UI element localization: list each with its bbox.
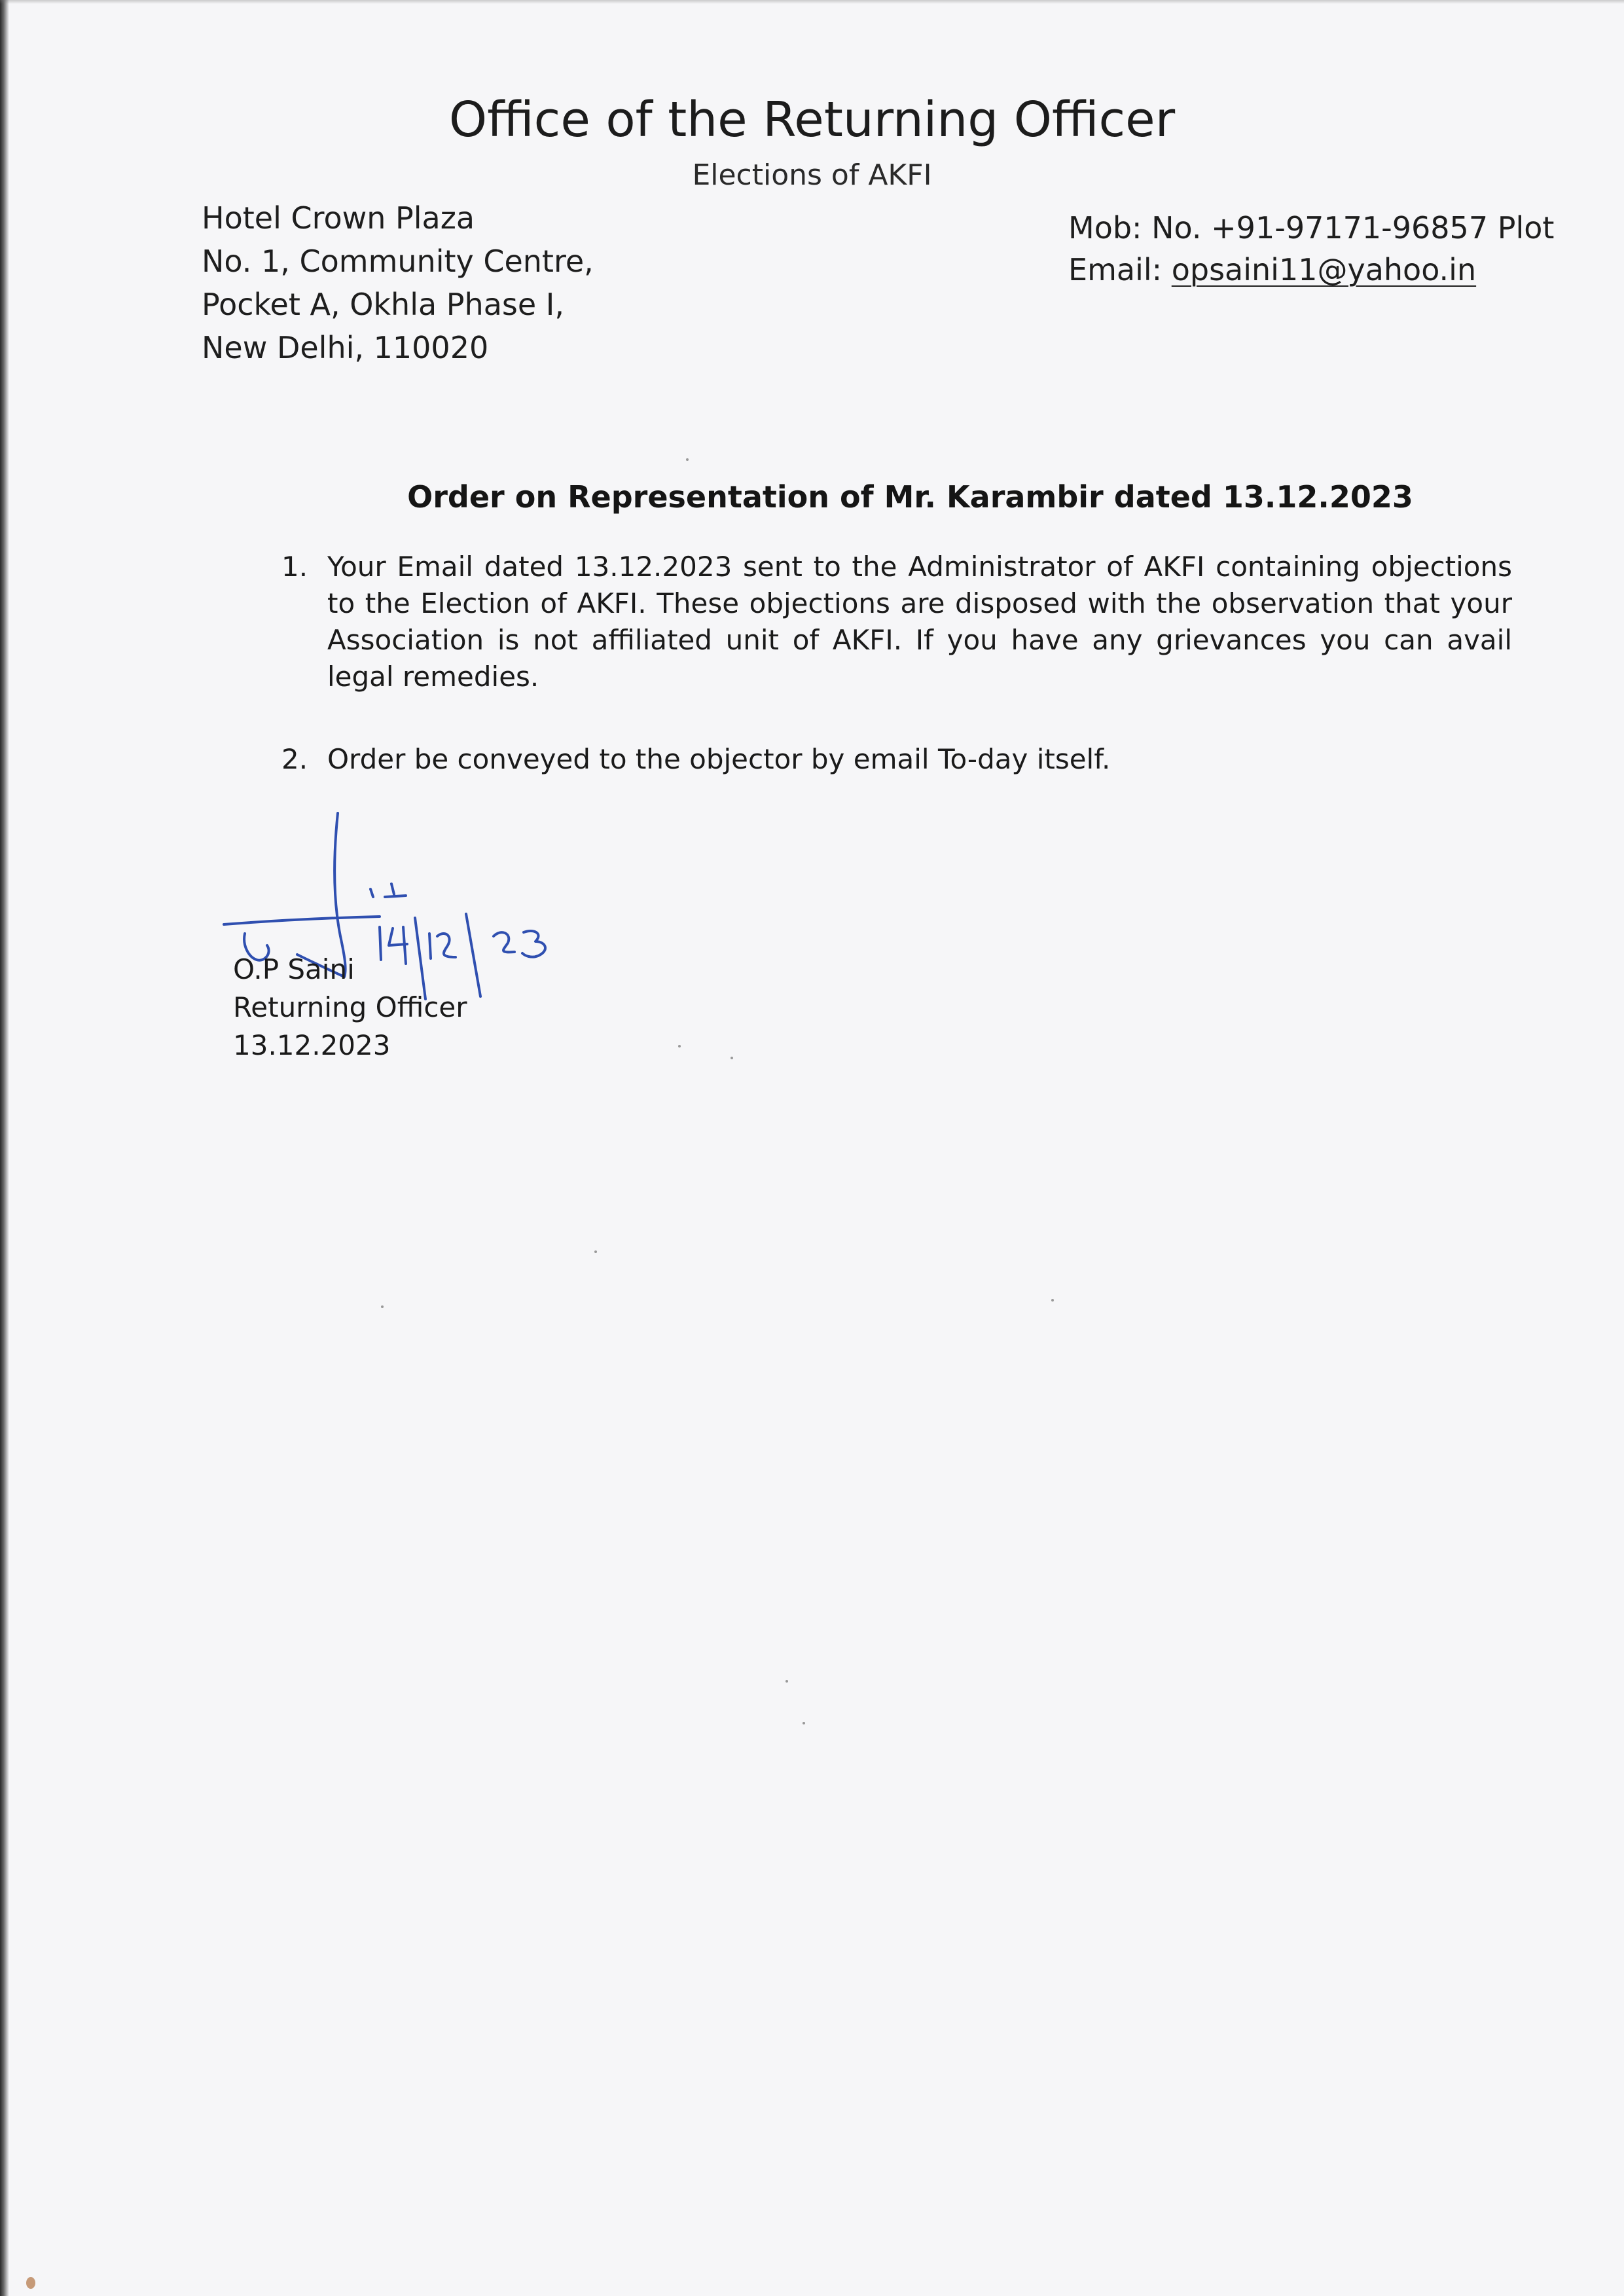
order-list — [281, 549, 1512, 824]
address-line: Pocket A, Okhla Phase I, — [202, 287, 564, 322]
list-item — [281, 741, 1512, 778]
list-item-number: 1. — [281, 551, 308, 583]
order-heading-text: Order on Representation of Mr. Karambir dated 13.12.2023 — [407, 479, 1413, 515]
email-link[interactable]: opsaini11@yahoo.in — [1171, 252, 1477, 287]
scan-speck — [686, 458, 689, 461]
signatory-date: 13.12.2023 — [233, 1029, 391, 1061]
address-block — [202, 196, 594, 369]
scan-speck — [731, 1057, 733, 1059]
address-line: No. 1, Community Centre, — [202, 244, 594, 279]
signatory-block — [233, 951, 467, 1065]
address-line: New Delhi, 110020 — [202, 330, 489, 365]
list-item — [281, 549, 1512, 695]
page-title: Office of the Returning Officer — [448, 92, 1176, 148]
mobile-number: Mob: No. +91-97171-96857 Plot — [1068, 210, 1555, 246]
contact-block — [1068, 207, 1554, 291]
list-item-number: 2. — [281, 743, 308, 775]
scan-speck — [1051, 1299, 1054, 1302]
scan-stain — [26, 2277, 35, 2289]
page-subtitle: Elections of AKFI — [692, 158, 932, 192]
order-heading — [0, 479, 1624, 515]
signatory-name: O.P Saini — [233, 953, 355, 985]
scan-speck — [803, 1722, 805, 1724]
address-line: Hotel Crown Plaza — [202, 200, 475, 236]
list-item-text: Your Email dated 13.12.2023 sent to the Administrator of AKFI containing objections to the Election of AKFI. These objections are disposed with the observation that your Association is not affiliated unit of AKFI. If you have any grievances you can avail legal remedies. — [327, 551, 1512, 693]
list-item-text: Order be conveyed to the objector by email To-day itself. — [327, 743, 1111, 775]
signatory-designation: Returning Officer — [233, 991, 467, 1023]
scan-speck — [594, 1250, 597, 1253]
email-label: Email: — [1068, 252, 1172, 287]
scan-edge-top — [0, 0, 1624, 4]
scan-speck — [381, 1305, 384, 1308]
scan-speck — [785, 1680, 788, 1683]
scan-edge — [0, 0, 9, 2296]
scan-speck — [678, 1045, 681, 1048]
email-row — [1068, 249, 1554, 291]
